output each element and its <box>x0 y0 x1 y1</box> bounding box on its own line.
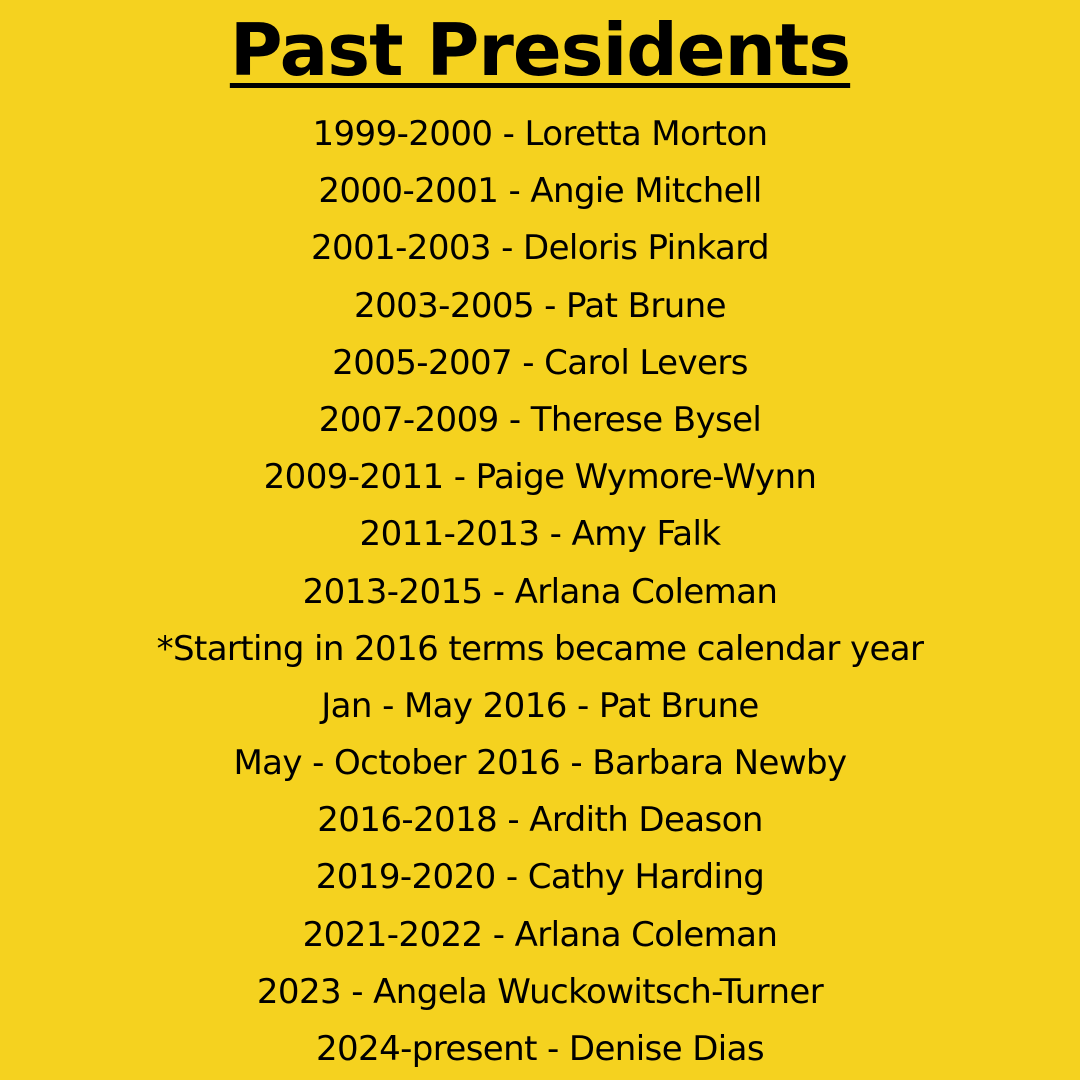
list-item: 2000-2001 - Angie Mitchell <box>318 171 762 212</box>
list-item: 1999-2000 - Loretta Morton <box>312 114 768 154</box>
list-item: 2001-2003 - Deloris Pinkard <box>311 228 769 269</box>
list-item: May - October 2016 - Barbara Newby <box>233 743 847 784</box>
list-item: 2023 - Angela Wuckowitsch-Turner <box>256 971 824 1012</box>
list-item: Jan - May 2016 - Pat Brune <box>321 685 759 726</box>
list-item: 2011-2013 - Amy Falk <box>359 514 721 555</box>
page-title-text: Past Presidents <box>229 8 851 92</box>
list-item: 2024-present - Denise Dias <box>315 1029 765 1069</box>
list-item: 2009-2011 - Paige Wymore-Wynn <box>263 457 817 498</box>
list-item: 2005-2007 - Carol Levers <box>332 342 748 383</box>
list-item: 2016-2018 - Ardith Deason <box>317 800 763 841</box>
list-item: 2007-2009 - Therese Bysel <box>318 399 762 440</box>
presidents-list <box>0 106 1080 1078</box>
list-item: *Starting in 2016 terms became calendar year <box>156 628 924 669</box>
page-title <box>0 4 1080 96</box>
list-item: 2003-2005 - Pat Brune <box>354 285 726 326</box>
list-item: 2021-2022 - Arlana Coleman <box>302 914 778 955</box>
list-item: 2013-2015 - Arlana Coleman <box>302 571 778 612</box>
list-item: 2019-2020 - Cathy Harding <box>315 857 765 898</box>
